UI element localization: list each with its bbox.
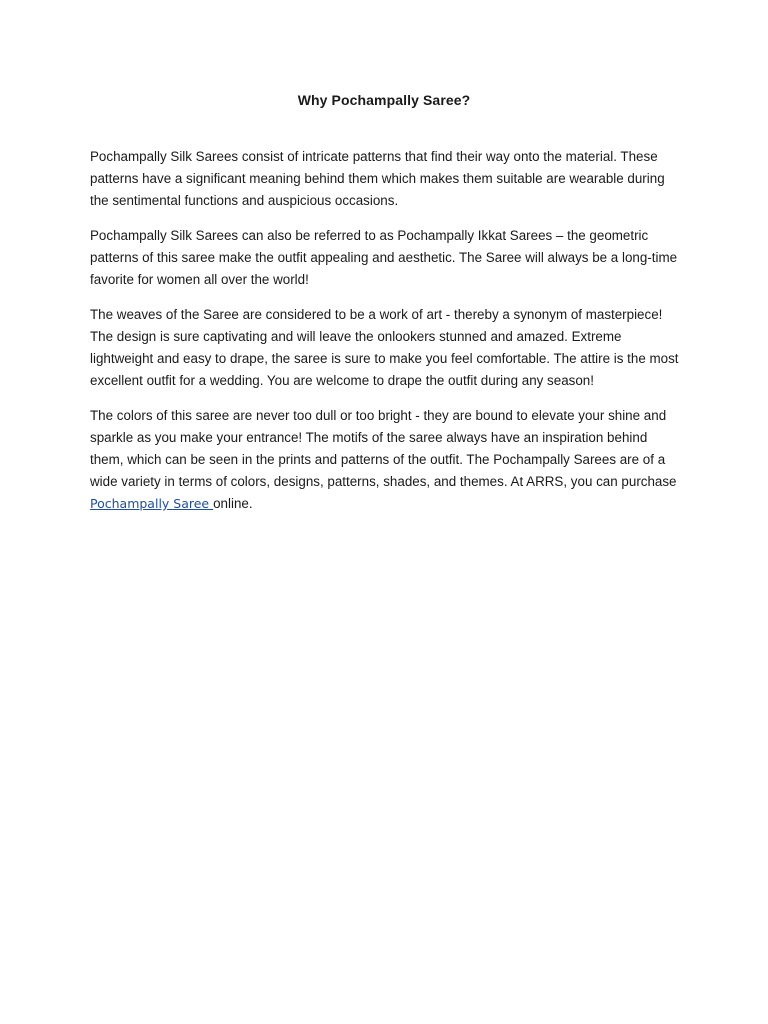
pochampally-saree-link[interactable]: Pochampally Saree [90, 496, 214, 511]
paragraph-1: Pochampally Silk Sarees consist of intricate patterns that find their way onto the material. These patterns have a significant meaning behind them which makes them suitable are wearable during the sentimental functions and auspicious occasions. [90, 149, 665, 208]
paragraph-4-end: online. [213, 496, 253, 511]
page-title: Why Pochampally Saree? [297, 92, 471, 108]
document-body [90, 146, 680, 528]
paragraph-3: The weaves of the Saree are considered to be a work of art - thereby a synonym of masterpiece! The design is sure captivating and will leave the onlookers stunned and amazed. Extreme lightweight and easy to drape, the saree is sure to make you feel comfortable. The attire is the most excellent outfit for a wedding. You are welcome to drape the outfit during any season! [90, 307, 679, 388]
paragraph-4 [90, 405, 680, 515]
paragraph-2: Pochampally Silk Sarees can also be referred to as Pochampally Ikkat Sarees – the geometric patterns of this saree make the outfit appealing and aesthetic. The Saree will always be a long-time favorite for women all over the world! [90, 228, 678, 287]
paragraph-4-text: The colors of this saree are never too dull or too bright - they are bound to elevate your shine and sparkle as you make your entrance! The motifs of the saree always have an inspiration behind them, which can be seen in the prints and patterns of the outfit. The Pochampally Sarees are of a wide variety in terms of colors, designs, patterns, shades, and themes. At ARRS, you can purchase [90, 408, 677, 489]
